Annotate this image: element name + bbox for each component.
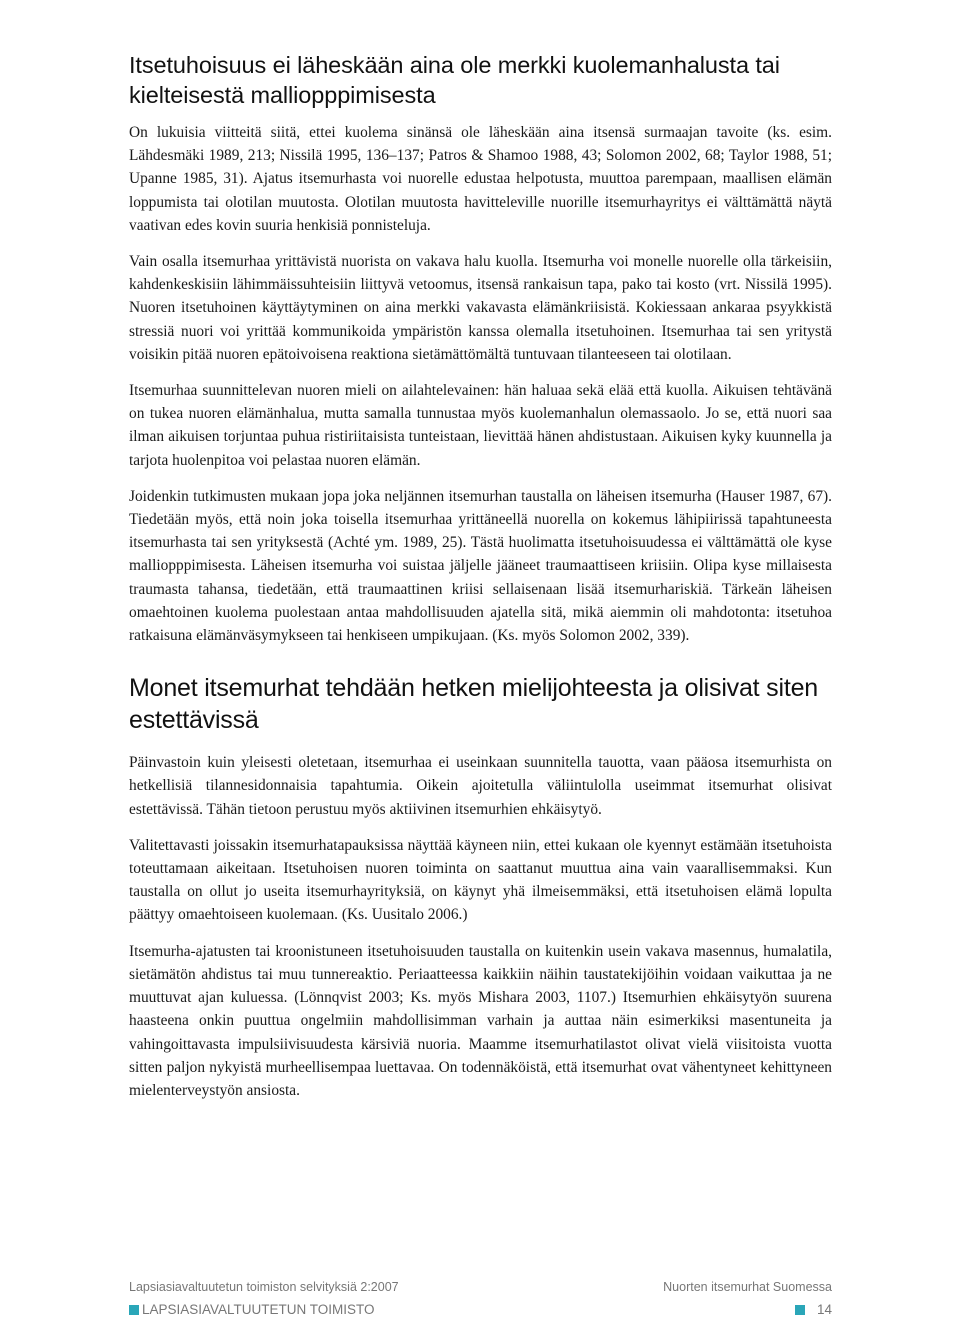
paragraph: Vain osalla itsemurhaa yrittävistä nuorista on vakava halu kuolla. Itsemurha voi monelle nuorelle olla tärkeisiin, kahdenkeskisiin lähimmäissuhteisiin liittyvä vetoomus, itsensä rankaisun tapa, pako tai kosto (vrt. Nissilä 1995). Nuoren itsetuhoinen käyttäytyminen on aina merkki vakavasta elämänkriisistä. Kokiessaan ankaraa psyykkistä stressiä nuori voi yrittää kommunikoida ympäristön kanssa olemalla itsetuhoinen. Itsemurhaa tai sen yritystä voisikin pitää nuoren epätoivoisena reaktiona sietämättömältä tuntuvaan tilanteeseen tai olotilaan.	[129, 253, 832, 363]
publication-title: Nuorten itsemurhat Suomessa	[663, 1280, 832, 1294]
paragraph: On lukuisia viitteitä siitä, ettei kuolema sinänsä ole läheskään aina itsensä surmaajan tavoite (ks. esim. Lähdesmäki 1989, 213; Nissilä 1995, 136–137; Patros & Shamoo 1988, 43; Solomon 2002, 68; Taylor 1988, 51; Upanne 1985, 31). Ajatus itsemurhasta voi nuorelle edustaa helpotusta, muuttoa parempaan, maallisen elämän loppumista tai olotilan muutosta. Olotilan muutosta havitteleville nuorille itsemurhayritys ei välttämättä näytä vaativan edes kovin suuria henkisiä ponnisteluja.	[129, 124, 832, 234]
section-heading-1: Itsetuhoisuus ei läheskään aina ole merkki kuolemanhalusta tai kielteisestä malliopppimisesta	[129, 52, 780, 108]
footer-publication-line	[129, 1280, 832, 1294]
page-number: 14	[816, 1302, 832, 1317]
paragraph: Valitettavasti joissakin itsemurhatapauksissa näyttää käyneen niin, ettei kukaan ole kyennyt estämään itsetuhoista toteuttamaan aikeitaan. Itsetuhoisen nuoren toiminta on saattanut muuttua aina vain vaarallisemmaksi. Kun taustalla on ollut jo useita itsemurhayrityksiä, on käynyt yhä ilmeisemmäksi, että itsetuhoisen elämä lopulta päättyy omaehtoiseen kuolemaan. (Ks. Uusitalo 2006.)	[129, 836, 832, 924]
organization-block	[129, 1302, 375, 1317]
square-bullet-icon	[129, 1305, 139, 1315]
document-page	[129, 50, 832, 1115]
footer-organization-line	[129, 1302, 832, 1320]
organization-name: LAPSIASIAVALTUUTETUN TOIMISTO	[142, 1302, 375, 1317]
paragraph: Päinvastoin kuin yleisesti oletetaan, itsemurhaa ei useinkaan suunnitella tauotta, vaan pääosa itsemurhista on hetkellisiä tilannesidonnaisia tapahtumia. Oikein ajoitetulla väliintulolla useimmat itsemurhat olisivat estettävissä. Tähän tietoon perustuu myös aktiivinen itsemurhien ehkäisytyö.	[129, 754, 832, 818]
paragraph: Itsemurha-ajatusten tai kroonistuneen itsetuhoisuuden taustalla on kuitenkin usein vakava masennus, humalatila, sietämätön ahdistus tai muu tunnereaktio. Periaatteessa kaikkiin näihin taustatekijöihin voidaan vaikuttaa ja ne muuttuvat ajan kuluessa. (Lönnqvist 2003; Ks. myös Mishara 2003, 1107.) Itsemurhien ehkäisytyön suurena haasteena onkin puuttua ongelmiin mahdollisimman varhain ja auttaa näin esimerkiksi masentuneita ja vahingoittavasta impulsiivisuudesta kärsiviä nuoria. Maamme itsemurhatilastot olivat vielä viisitoista vuotta sitten paljon nykyistä murheellisempaa luettavaa. On todennäköistä, että itsemurhat ovat vähentyneet kehittyneen mielenterveystyön ansiosta.	[129, 942, 832, 1099]
paragraph: Joidenkin tutkimusten mukaan jopa joka neljännen itsemurhan taustalla on läheisen itsemurha (Hauser 1987, 67). Tiedetään myös, että noin joka toisella itsemurhaa yrittäneellä nuorella on kokemus lähipiirissä tapahtuneesta itsemurhasta tai sen yrityksestä (Achté ym. 1989, 25). Tästä huolimatta itsetuhoisuudessa ei välttämättä ole kyse malliopppimisesta. Läheisen itsemurha voi suistaa jäljelle jääneet traumaattiseen kriisiin. Olipa kyse millaisesta traumasta tahansa, tiedetään, että traumaattinen kriisi sellaisenaan lisää itsemurhariskiä. Tärkeän läheisen omaehtoinen kuolema puolestaan antaa mahdollisuuden ajatella sitä, mikä aiemmin oli mahdotonta: itsetuhoa ratkaisuna elämänväsymykseen tai henkiseen umpikujaan. (Ks. myös Solomon 2002, 339).	[129, 487, 832, 645]
paragraph: Itsemurhaa suunnittelevan nuoren mieli on ailahtelevainen: hän haluaa sekä elää että kuolla. Aikuisen tehtävänä on tukea nuoren elämänhalua, mutta samalla tunnustaa myös kuolemanhalun olemassaolo. Jo se, että nuori saa ilman aikuisen torjuntaa puhua ristiriitaisista tunteistaan, lievittää hänen ahdistustaan. Aikuisen kyky kuunnella ja tarjota huolenpitoa voi pelastaa nuoren elämän.	[129, 382, 832, 469]
square-bullet-icon	[795, 1305, 805, 1315]
page-number-block	[795, 1302, 832, 1317]
report-series-title: Lapsiasiavaltuutetun toimiston selvityksiä 2:2007	[129, 1280, 399, 1294]
section-heading-2: Monet itsemurhat tehdään hetken mielijohteesta ja olisivat siten estettävissä	[129, 674, 818, 735]
